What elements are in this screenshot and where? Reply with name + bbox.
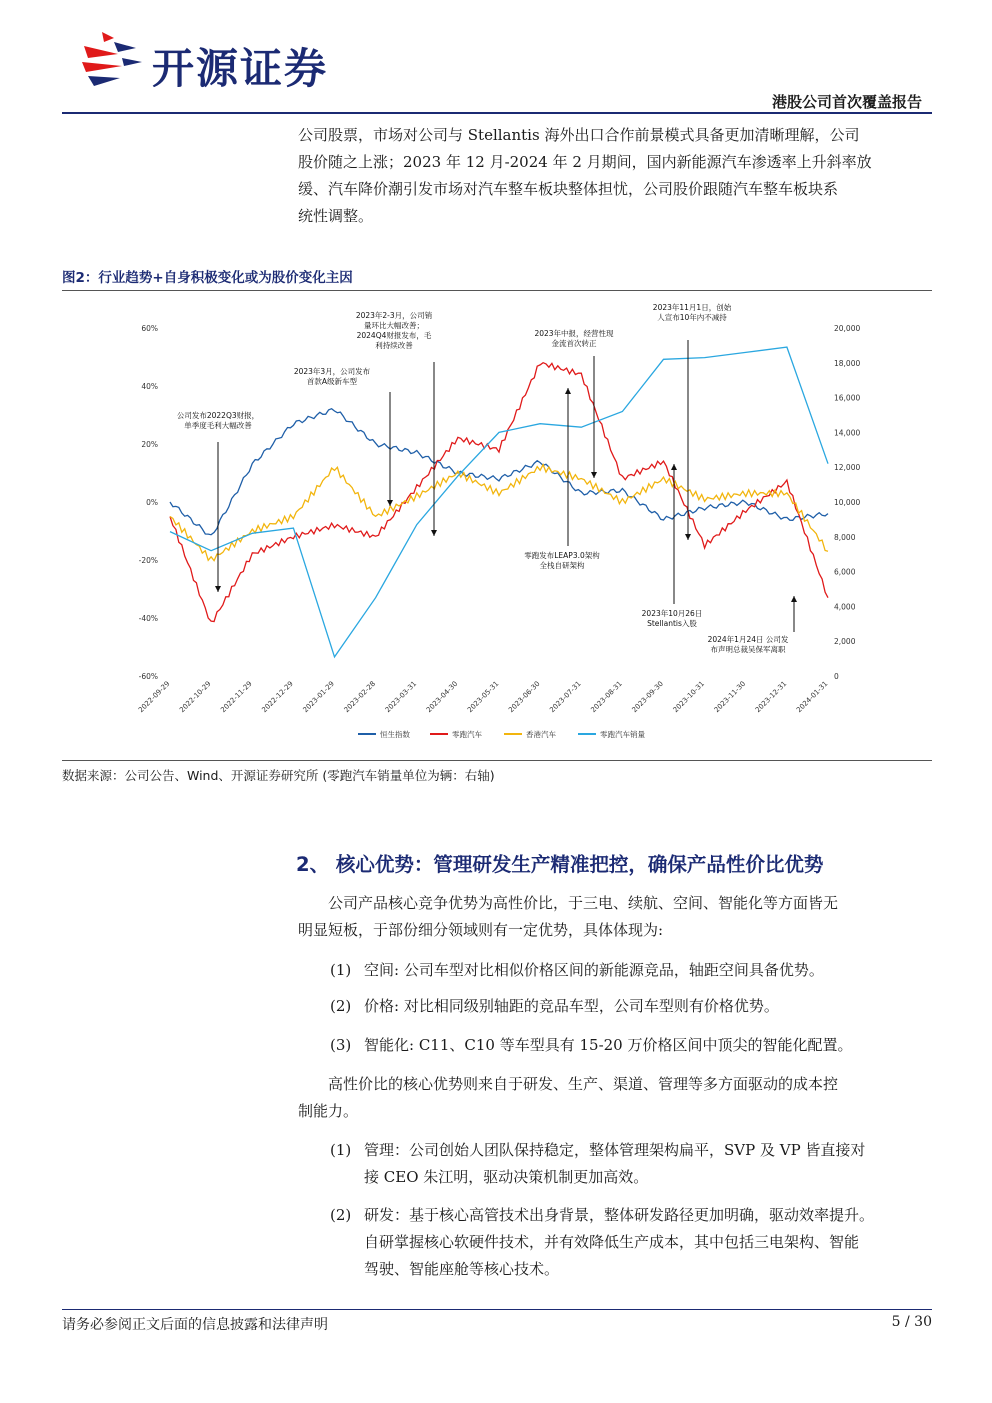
right-tick-label: 12,000	[834, 463, 861, 473]
arrowhead-icon	[591, 472, 597, 478]
section-paragraph-1	[298, 890, 932, 944]
text-line: 研发：基于核心高管技术出身背景，整体研发路径更加明确，驱动效率提升。	[364, 1206, 875, 1224]
x-tick-label: 2022-11-29	[219, 679, 254, 715]
x-axis	[137, 680, 829, 714]
brand-name: 开源证券	[152, 44, 329, 93]
footer-divider	[62, 1309, 932, 1310]
list-text	[364, 1137, 932, 1191]
text-line: 管理：公司创始人团队保持稳定，整体管理架构扁平，SVP 及 VP 皆直接对	[364, 1141, 866, 1159]
annotation-text: 首款A级新车型	[306, 377, 358, 386]
text-line: 接 CEO 朱江明，驱动决策机制更加高效。	[364, 1168, 649, 1186]
right-tick-label: 4,000	[834, 602, 856, 612]
list-text: 价格: 对比相同级别轴距的竞品车型，公司车型则有价格优势。	[364, 997, 779, 1015]
section-heading: 2、 核心优势：管理研发生产精准把控，确保产品性价比优势	[296, 853, 824, 876]
right-tick-label: 0	[834, 672, 839, 681]
arrowhead-icon	[671, 464, 677, 470]
series-line-2	[170, 363, 828, 622]
list-number: (2)	[330, 1206, 352, 1224]
annotation-text: 2023年2-3月，公司销	[355, 311, 433, 320]
x-tick-label: 2023-02-28	[342, 679, 378, 715]
legend-label: 恒生指数	[380, 730, 410, 739]
annotation-text: 人宣布10年内不减持	[657, 313, 727, 322]
legend-label: 零跑汽车销量	[600, 730, 645, 739]
right-tick-label: 2,000	[834, 637, 856, 647]
annotation-text: 金流首次转正	[551, 339, 597, 348]
page-number: 5 / 30	[891, 1314, 932, 1330]
x-tick-label: 2023-10-31	[671, 679, 707, 715]
figure-bottom-rule	[62, 760, 932, 761]
right-tick-label: 14,000	[834, 428, 861, 438]
x-tick-label: 2023-06-30	[507, 679, 542, 715]
x-tick-label: 2023-07-31	[548, 679, 583, 715]
company-logo	[78, 28, 368, 94]
series-line-3	[170, 465, 828, 561]
text-line: 明显短板，于部份细分领域则有一定优势，具体体现为:	[298, 921, 664, 939]
arrowhead-icon	[565, 388, 571, 394]
annotation-text: 利持续改善	[375, 341, 413, 350]
figure-source: 数据来源：公司公告、Wind、开源证券研究所 (零跑汽车销量单位为辆：右轴)	[62, 768, 495, 783]
x-tick-label: 2023-09-30	[630, 679, 665, 715]
annotation-text: 全栈自研架构	[539, 561, 585, 570]
x-tick-label: 2023-03-31	[383, 679, 419, 715]
text-line: 驾驶、智能座舱等核心技术。	[364, 1260, 560, 1278]
right-tick-label: 10,000	[834, 498, 861, 507]
text-line: 高性价比的核心优势则来自于研发、生产、渠道、管理等多方面驱动的成本控	[328, 1075, 839, 1093]
arrowhead-icon	[215, 586, 221, 592]
series-line-4	[170, 347, 828, 657]
list-number: (3)	[330, 1036, 352, 1054]
arrowhead-icon	[791, 596, 797, 602]
right-tick-label: 8,000	[834, 532, 856, 542]
logo-mark-icon	[78, 28, 148, 94]
left-tick-label: 60%	[141, 324, 158, 333]
figure-top-rule	[62, 290, 932, 291]
left-tick-label: 20%	[141, 440, 158, 449]
arrowhead-icon	[387, 500, 393, 506]
left-tick-label: 40%	[141, 382, 158, 391]
x-tick-label: 2023-04-30	[424, 679, 460, 715]
right-tick-label: 20,000	[834, 324, 861, 333]
x-tick-label: 2024-01-31	[794, 679, 830, 715]
list-item	[330, 1202, 932, 1283]
list-number: (1)	[330, 961, 352, 979]
left-tick-label: -40%	[138, 614, 158, 623]
report-type: 港股公司首次覆盖报告	[771, 93, 922, 111]
text-line: 统性调整。	[298, 207, 374, 225]
right-axis	[834, 324, 860, 681]
legend-label: 香港汽车	[526, 730, 556, 739]
x-tick-label: 2022-12-29	[260, 679, 295, 715]
left-tick-label: -60%	[138, 672, 158, 681]
left-axis	[139, 324, 158, 681]
intro-paragraph	[298, 122, 932, 230]
footer-disclaimer: 请务必参阅正文后面的信息披露和法律声明	[62, 1317, 328, 1333]
annotation-text: 量环比大幅改善；	[364, 321, 424, 330]
legend-label: 零跑汽车	[452, 730, 482, 739]
list-number: (2)	[330, 997, 352, 1015]
list-item	[330, 1137, 932, 1191]
left-tick-label: 0%	[146, 498, 158, 507]
annotation-text: 2023年11月1日，创始	[652, 303, 732, 312]
text-line: 公司股票，市场对公司与 Stellantis 海外出口合作前景模式具备更加清晰理解，公司	[298, 126, 860, 144]
arrowhead-icon	[431, 530, 437, 536]
right-tick-label: 18,000	[834, 358, 861, 368]
annotation-text: 2023年中报，经营性现	[534, 329, 614, 338]
x-tick-label: 2023-12-31	[753, 679, 789, 715]
x-tick-label: 2023-05-31	[465, 679, 501, 715]
annotation-text: Stellantis入股	[647, 619, 697, 628]
annotation-text: 公司发布2022Q3财报，	[176, 411, 260, 420]
arrowhead-icon	[685, 534, 691, 540]
chart-legend	[358, 729, 645, 739]
x-tick-label: 2023-01-29	[301, 679, 336, 715]
text-line: 股价随之上涨；2023 年 12 月-2024 年 2 月期间，国内新能源汽车渗透率上升斜率放	[298, 153, 872, 171]
annotation-text: 2023年3月，公司发布	[293, 367, 371, 376]
annotation-text: 2024年1月24日 公司发	[707, 635, 789, 644]
annotation-text: 2023年10月26日	[641, 609, 703, 618]
section-paragraph-2	[298, 1071, 932, 1125]
right-tick-label: 6,000	[834, 567, 856, 577]
x-tick-label: 2023-11-30	[712, 679, 748, 715]
x-tick-label: 2022-09-29	[136, 679, 172, 715]
list-text	[364, 1202, 932, 1283]
list-number: (1)	[330, 1141, 352, 1159]
text-line: 自研掌握核心软硬件技术，并有效降低生产成本，其中包括三电架构、智能	[364, 1233, 860, 1251]
series-line-1	[170, 409, 828, 535]
list-text: 智能化: C11、C10 等车型具有 15-20 万价格区间中顶尖的智能化配置。	[364, 1036, 853, 1054]
stock-performance-chart	[62, 292, 932, 758]
annotation-text: 布声明总裁吴保军离职	[710, 645, 786, 654]
text-line: 制能力。	[298, 1102, 359, 1120]
text-line: 缓、汽车降价潮引发市场对汽车整车板块整体担忧，公司股价跟随汽车整车板块系	[298, 180, 839, 198]
figure-title: 图2：行业趋势+自身积极变化或为股价变化主因	[62, 270, 353, 286]
right-tick-label: 16,000	[834, 393, 861, 403]
x-tick-label: 2023-08-31	[589, 679, 624, 715]
left-tick-label: -20%	[138, 556, 158, 565]
annotation-text: 2024Q4财报发布，毛	[356, 331, 432, 340]
list-text: 空间: 公司车型对比相似价格区间的新能源竞品，轴距空间具备优势。	[364, 961, 824, 979]
text-line: 公司产品核心竞争优势为高性价比，于三电、续航、空间、智能化等方面皆无	[328, 894, 839, 912]
header-divider	[62, 112, 932, 114]
x-tick-label: 2022-10-29	[178, 679, 213, 715]
annotation-text: 零跑发布LEAP3.0架构	[524, 551, 600, 560]
annotation-text: 单季度毛利大幅改善	[184, 421, 252, 430]
